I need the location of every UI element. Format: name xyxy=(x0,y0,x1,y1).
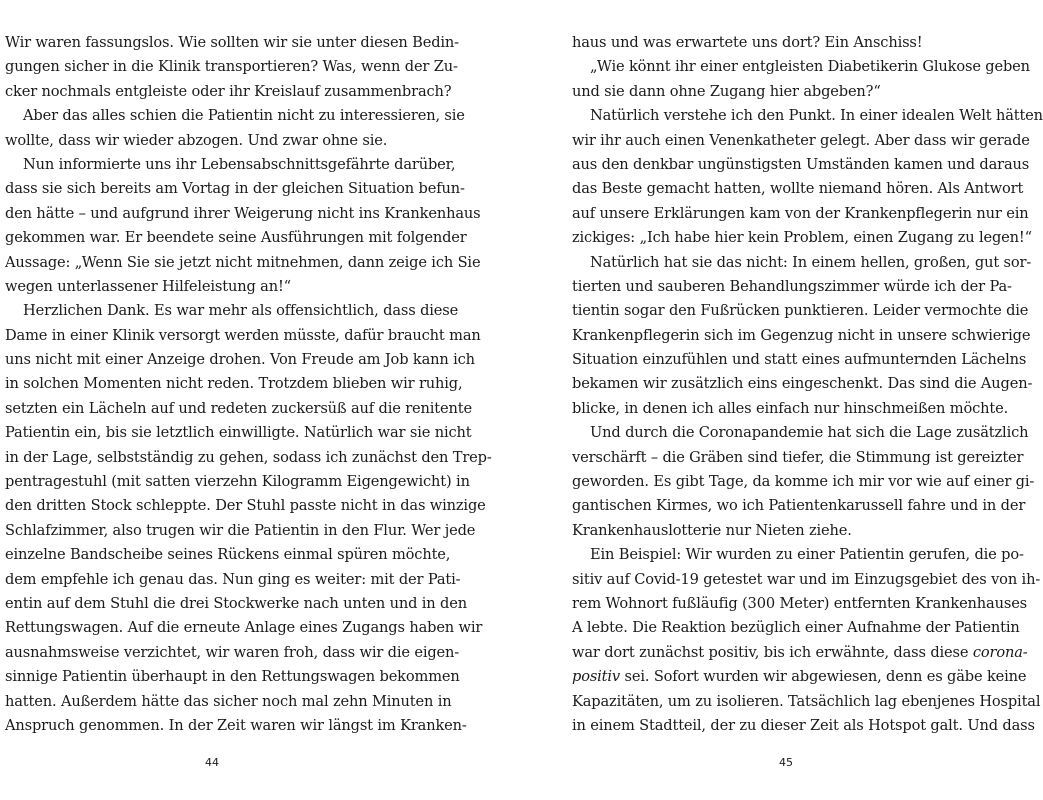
text-line: wir ihr auch einen Venenkatheter gelegt. Aber dass wir gerade xyxy=(572,131,1030,149)
text-line: Krankenhauslotterie nur Nieten ziehe. xyxy=(572,521,852,539)
text-line: auf unsere Erklärungen kam von der Krankenpflegerin nur ein xyxy=(572,204,1029,222)
text-line: cker nochmals entgleiste oder ihr Kreislauf zusammenbrach? xyxy=(5,82,452,100)
page-number-right: 45 xyxy=(779,756,793,769)
text-line: uns nicht mit einer Anzeige drohen. Von Freude am Job kann ich xyxy=(5,351,475,369)
text-line: verschärft – die Gräben sind tiefer, die Stimmung ist gereizter xyxy=(572,448,1024,466)
text-line: entin auf dem Stuhl die drei Stockwerke nach unten und in den xyxy=(5,594,467,612)
text-line: „Wie könnt ihr einer entgleisten Diabetikerin Glukose geben xyxy=(590,58,1030,76)
text-segment: sei. Sofort wurden wir abgewiesen, denn es gäbe keine xyxy=(620,668,1027,686)
right-page xyxy=(572,31,1043,738)
text-line: und sie dann ohne Zugang hier abgeben?“ xyxy=(572,82,881,100)
text-line: tientin sogar den Fußrücken punktieren. Leider vermochte die xyxy=(572,302,1029,320)
text-line: ausnahmsweise verzichtet, wir waren froh, dass wir die eigen- xyxy=(5,643,460,661)
text-line: bekamen wir zusätzlich eins eingeschenkt. Das sind die Augen- xyxy=(572,375,1033,393)
text-line: Dame in einer Klinik versorgt werden müsste, dafür braucht man xyxy=(5,326,481,344)
left-page xyxy=(5,31,492,738)
text-line: einzelne Bandscheibe seines Rückens einmal spüren möchte, xyxy=(5,546,451,564)
text-line: in der Lage, selbstständig zu gehen, sodass ich zunächst den Trep- xyxy=(5,448,492,466)
text-line: Kapazitäten, um zu isolieren. Tatsächlich lag ebenjenes Hospital xyxy=(572,692,1041,710)
page-number-left: 44 xyxy=(205,756,219,769)
italic-term: positiv xyxy=(572,668,621,686)
text-line: Schlafzimmer, also trugen wir die Patientin in den Flur. Wer jede xyxy=(5,521,476,539)
text-line xyxy=(572,641,1028,665)
text-line: hatten. Außerdem hätte das sicher noch mal zehn Minuten in xyxy=(5,692,452,710)
text-line: Rettungswagen. Auf die erneute Anlage eines Zugangs haben wir xyxy=(5,619,483,637)
text-line: aus den denkbar ungünstigsten Umständen kamen und daraus xyxy=(572,155,1030,173)
text-line xyxy=(572,665,1027,689)
text-line: Nun informierte uns ihr Lebensabschnittsgefährte darüber, xyxy=(23,155,456,173)
text-line: Aber das alles schien die Patientin nicht zu interessieren, sie xyxy=(23,107,465,125)
text-line: sitiv auf Covid-19 getestet war und im Einzugsgebiet des von ih- xyxy=(572,570,1041,588)
text-line: gantischen Kirmes, wo ich Patientenkarussell fahre und in der xyxy=(572,497,1026,515)
text-line: setzten ein Lächeln auf und redeten zuckersüß auf die renitente xyxy=(5,399,472,417)
text-line: in einem Stadtteil, der zu dieser Zeit als Hotspot galt. Und dass xyxy=(572,716,1035,734)
text-line: Aussage: „Wenn Sie sie jetzt nicht mitnehmen, dann zeige ich Sie xyxy=(5,253,481,271)
text-line: Natürlich verstehe ich den Punkt. In einer idealen Welt hätten xyxy=(590,107,1043,125)
text-line: dass sie sich bereits am Vortag in der gleichen Situation befun- xyxy=(5,180,465,198)
text-line: in solchen Momenten nicht reden. Trotzdem blieben wir ruhig, xyxy=(5,375,463,393)
text-line: zickiges: „Ich habe hier kein Problem, einen Zugang zu legen!“ xyxy=(572,229,1032,247)
text-line: das Beste gemacht hatten, wollte niemand hören. Als Antwort xyxy=(572,180,1024,198)
text-line: Herzlichen Dank. Es war mehr als offensichtlich, dass diese xyxy=(23,302,459,320)
text-line: Anspruch genommen. In der Zeit waren wir längst im Kranken- xyxy=(5,716,467,734)
text-line: den hätte – und aufgrund ihrer Weigerung nicht ins Krankenhaus xyxy=(5,204,481,222)
text-line: pentragestuhl (mit satten vierzehn Kilogramm Eigengewicht) in xyxy=(5,473,470,491)
text-line: dem empfehle ich genau das. Nun ging es weiter: mit der Pati- xyxy=(5,570,461,588)
text-line: A lebte. Die Reaktion bezüglich einer Aufnahme der Patientin xyxy=(572,619,1020,637)
text-line: Ein Beispiel: Wir wurden zu einer Patientin gerufen, die po- xyxy=(590,546,1024,564)
text-line: sinnige Patientin überhaupt in den Rettungswagen bekommen xyxy=(5,668,460,686)
text-line: Wir waren fassungslos. Wie sollten wir sie unter diesen Bedin- xyxy=(5,34,459,51)
text-line: gekommen war. Er beendete seine Ausführungen mit folgender xyxy=(5,229,467,247)
text-line: haus und was erwartete uns dort? Ein Anschiss! xyxy=(572,34,923,51)
text-line: geworden. Es gibt Tage, da komme ich mir vor wie auf einer gi- xyxy=(572,473,1035,491)
text-line: Und durch die Coronapandemie hat sich die Lage zusätzlich xyxy=(590,424,1029,442)
text-line: gungen sicher in die Klinik transportieren? Was, wenn der Zu- xyxy=(5,58,458,76)
text-line: den dritten Stock schleppte. Der Stuhl passte nicht in das winzige xyxy=(5,497,486,515)
text-segment: war dort zunächst positiv, bis ich erwähnte, dass diese xyxy=(572,643,973,661)
text-line: wollte, dass wir wieder abzogen. Und zwar ohne sie. xyxy=(5,131,388,149)
text-line: Patientin ein, bis sie letztlich einwilligte. Natürlich war sie nicht xyxy=(5,424,472,442)
text-line: Natürlich hat sie das nicht: In einem hellen, großen, gut sor- xyxy=(590,253,1032,271)
text-line: Krankenpflegerin sich im Gegenzug nicht in unsere schwierige xyxy=(572,326,1031,344)
italic-term: corona- xyxy=(972,643,1028,661)
text-line: blicke, in denen ich alles einfach nur hinschmeißen möchte. xyxy=(572,399,1009,417)
text-line: rem Wohnort fußläufig (300 Meter) entfernten Krankenhauses xyxy=(572,594,1028,612)
text-line: Situation einzufühlen und statt eines aufmunternden Lächelns xyxy=(572,351,1027,369)
text-line: wegen unterlassener Hilfeleistung an!“ xyxy=(5,277,291,295)
text-line: tierten und sauberen Behandlungszimmer würde ich der Pa- xyxy=(572,277,1012,295)
